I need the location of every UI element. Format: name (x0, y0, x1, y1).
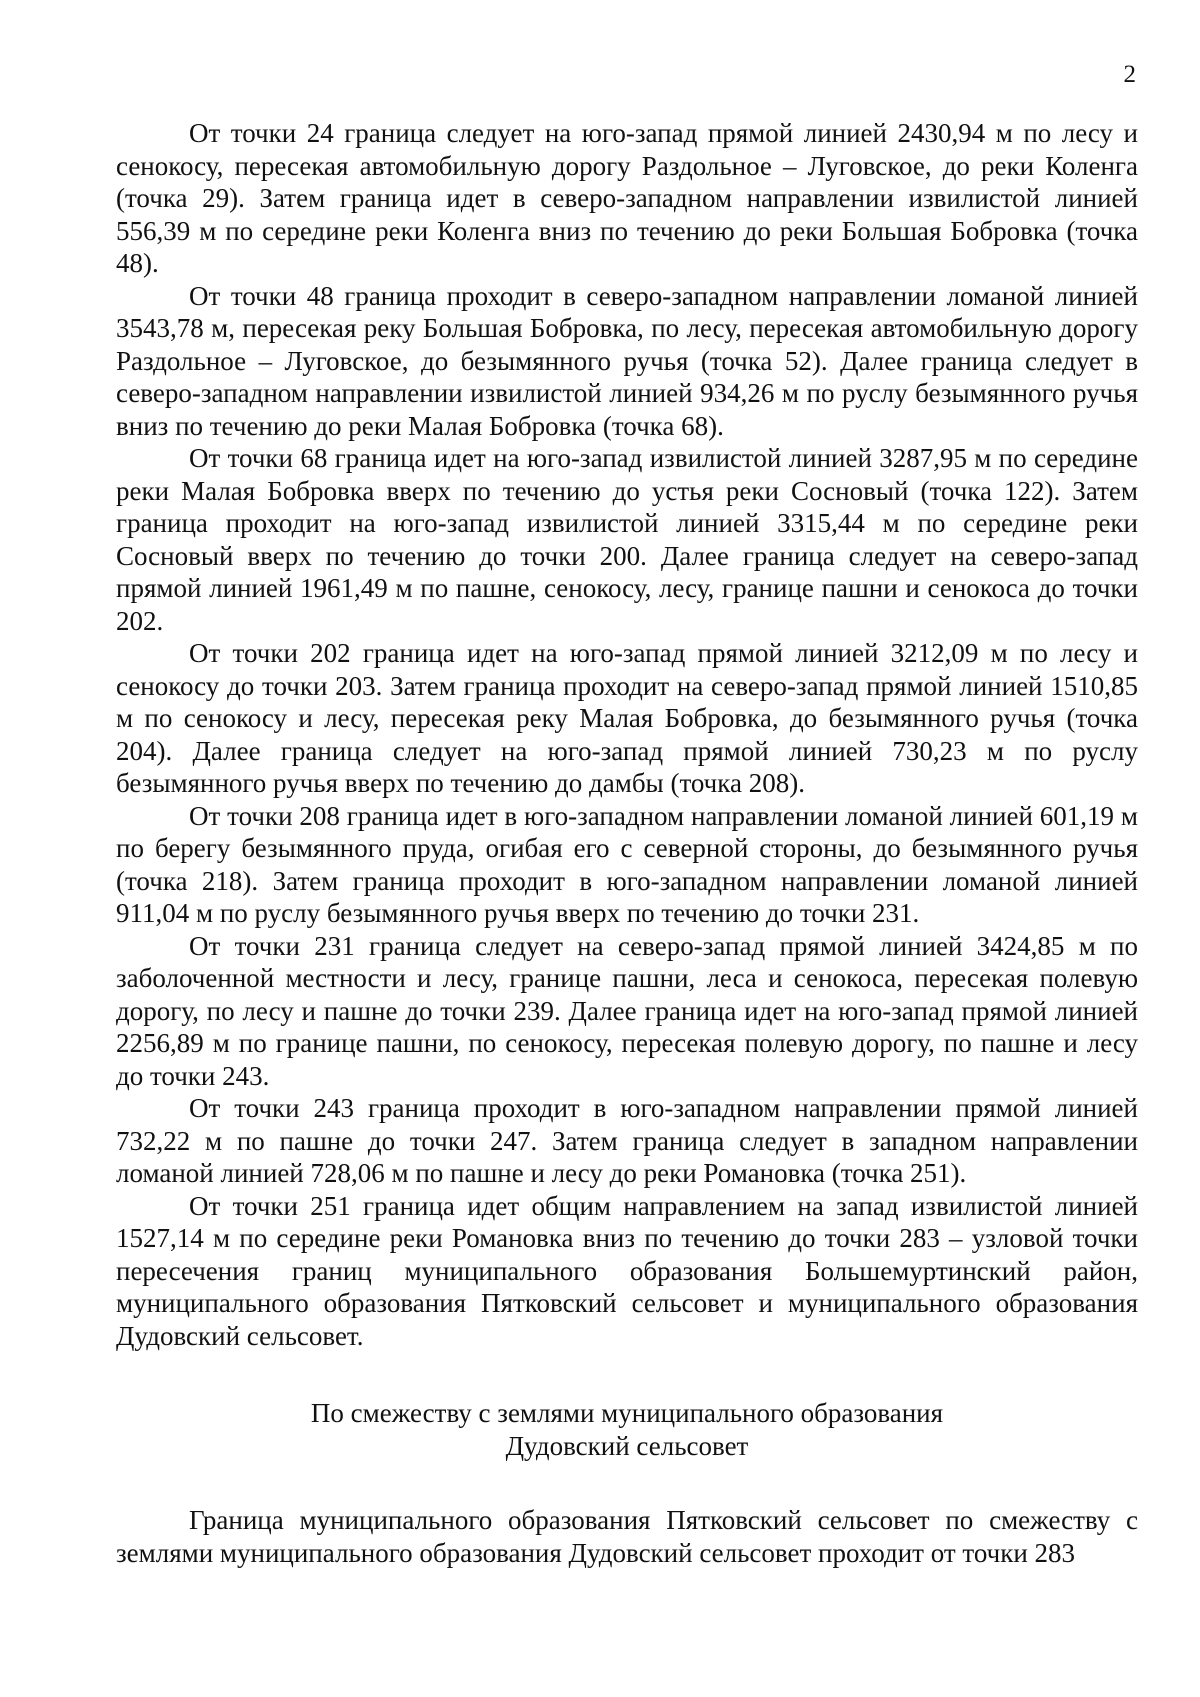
paragraph: От точки 24 граница следует на юго-запад прямой линией 2430,94 м по лесу и сенокосу, пересекая автомобильную дорогу Раздольное – Луговское, до реки Коленга (точка 29). Затем граница идет в северо-западном направлении извилистой линией 556,39 м по середине реки Коленга вниз по течению до реки Большая Бобровка (точка 48). (116, 118, 1138, 278)
section-heading-line-2: Дудовский сельсовет (505, 1430, 749, 1461)
section-heading-line-1: По смежеству с землями муниципального образования (310, 1398, 944, 1428)
paragraph: От точки 251 граница идет общим направлением на запад извилистой линией 1527,14 м по середине реки Романовка вниз по течению до точки 283 – узловой точки пересечения границ муниципального образования Большемуртинский район, муниципального образования Пятковский сельсовет и муниципального образования Дудовский сельсовет. (116, 1190, 1138, 1351)
paragraph: От точки 202 граница идет на юго-запад прямой линией 3212,09 м по лесу и сенокосу до точки 203. Затем граница проходит на северо-запад прямой линией 1510,85 м по сенокосу и лесу, пересекая реку Малая Бобровка, до безымянного ручья (точка 204). Далее граница следует на юго-запад прямой линией 730,23 м по руслу безымянного ручья вверх по течению до дамбы (точка 208). (116, 638, 1138, 798)
paragraph: От точки 231 граница следует на северо-запад прямой линией 3424,85 м по заболоченной местности и лесу, границе пашни, леса и сенокоса, пересекая полевую дорогу, по лесу и пашне до точки 239. Далее граница идет на юго-запад прямой линией 2256,89 м по границе пашни, по сенокосу, пересекая полевую дорогу, по пашне и лесу до точки 243. (116, 930, 1138, 1091)
paragraph: От точки 208 граница идет в юго-западном направлении ломаной линией 601,19 м по берегу безымянного пруда, огибая его с северной стороны, до безымянного ручья (точка 218). Затем граница проходит в юго-западном направлении ломаной линией 911,04 м по руслу безымянного ручья вверх по течению до точки 231. (116, 800, 1138, 928)
page-number: 2 (1123, 61, 1136, 88)
paragraph: От точки 68 граница идет на юго-запад извилистой линией 3287,95 м по середине реки Малая Бобровка вверх по течению до устья реки Сосновый (точка 122). Затем граница проходит на юго-запад извилистой линией 3315,44 м по середине реки Сосновый вверх по течению до точки 200. Далее граница следует на северо-запад прямой линией 1961,49 м по пашне, сенокосу, лесу, границе пашни и сенокоса до точки 202. (116, 443, 1138, 636)
body-text (116, 117, 1138, 1569)
final-paragraph: Граница муниципального образования Пятковский сельсовет по смежеству с землями муниципального образования Дудовский сельсовет проходит от точки 283 (116, 1505, 1138, 1568)
section-heading (116, 1397, 1138, 1462)
paragraph: От точки 243 граница проходит в юго-западном направлении прямой линией 732,22 м по пашне до точки 247. Затем граница следует в западном направлении ломаной линией 728,06 м по пашне и лесу до реки Романовка (точка 251). (116, 1093, 1138, 1188)
paragraph: От точки 48 граница проходит в северо-западном направлении ломаной линией 3543,78 м, пересекая реку Большая Бобровка, по лесу, пересекая автомобильную дорогу Раздольное – Луговское, до безымянного ручья (точка 52). Далее граница следует в северо-западном направлении извилистой линией 934,26 м по руслу безымянного ручья вниз по течению до реки Малая Бобровка (точка 68). (116, 280, 1138, 441)
